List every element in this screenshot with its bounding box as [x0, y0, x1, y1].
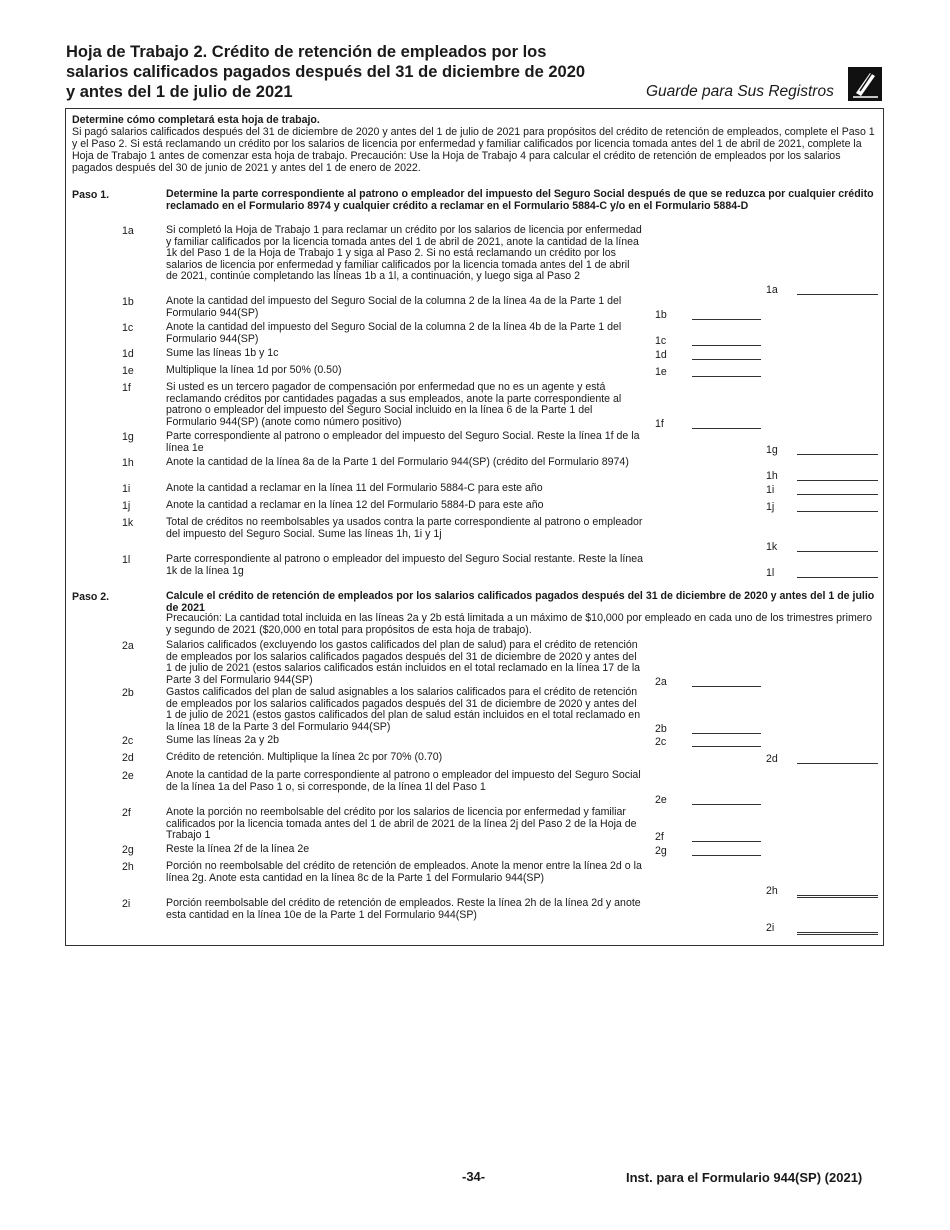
intro-body: Si pagó salarios calificados después del 31 de diciembre de 2020 y antes del 1 de julio de 2021 para propósitos del crédito de retención de empleados, complete el Paso 1 y el Paso 2. Si está reclamando un crédito por los salarios de licencia por enfermedad y familiar calificados por licencia tomada antes del 1 de abril de 2021, complete la Hoja de Trabajo 1 antes de comenzar esta hoja de trabajo. Precaución: Use la Hoja de Trabajo 4 para calcular el crédito de retención de empleados por los salarios pagados después del 30 de junio de 2021 y antes del 1 de enero de 2022. — [72, 126, 875, 174]
line-label: 2h — [766, 885, 778, 897]
line-description: Anote la cantidad del impuesto del Seguro Social de la columna 2 de la línea 4a de la Parte 1 del Formulario 944(SP) — [166, 296, 622, 319]
line-description: Salarios calificados (excluyendo los gastos calificados del plan de salud) para el crédito de retención de empleados por los salarios calificados pagados después del 31 de diciembre de 2020 y antes del 1 de julio de 2021 (estos salarios calificados están incluidos en el total reclamado en la línea 17 de la Parte 3 del Formulario 944(SP) — [166, 640, 641, 686]
line-label: 2f — [655, 831, 664, 843]
line-number: 2f — [122, 807, 131, 819]
line-description: Parte correspondiente al patrono o empleador del impuesto del Seguro Social. Reste la línea 1f de la línea 1e — [166, 431, 640, 454]
line-number: 1a — [122, 225, 134, 237]
line-number: 1g — [122, 431, 134, 443]
answer-field-line-2i[interactable] — [797, 932, 878, 935]
line-label: 2d — [766, 753, 778, 765]
answer-field-line-1h[interactable] — [797, 480, 878, 481]
step1-heading: Determine la parte correspondiente al patrono o empleador del impuesto del Seguro Social después de que se reduzca por cualquier crédito reclamado en el Formulario 8974 y cualquier crédito a reclamar en el Formulario 5884-C y/o en el Formulario 5884-D — [166, 188, 874, 212]
line-label: 1e — [655, 366, 667, 378]
line-description: Porción reembolsable del crédito de retención de empleados. Reste la línea 2h de la línea 2d y anote esta cantidad en la línea 10e de la Parte 1 del Formulario 944(SP) — [166, 898, 641, 921]
line-description: Si usted es un tercero pagador de compensación por enfermedad que no es un agente y está reclamando créditos por cantidades pagadas a sus empleados, anote la parte correspondiente al patrono o empleador del impuesto del Seguro Social incluido en la línea 6 de la Parte 1 del Formulario 944(SP) (anote como número positivo) — [166, 382, 622, 428]
title-line: y antes del 1 de julio de 2021 — [66, 83, 293, 101]
answer-field-line-1f[interactable] — [692, 428, 761, 429]
answer-field-line-1d[interactable] — [692, 359, 761, 360]
line-number: 1l — [122, 554, 131, 566]
line-label: 2a — [655, 675, 667, 688]
answer-field-line-2f[interactable] — [692, 841, 761, 842]
title-line: salarios calificados pagados después del 31 de diciembre de 2020 — [66, 63, 586, 81]
answer-field-line-1b[interactable] — [692, 319, 761, 320]
line-label: 1f — [655, 417, 664, 430]
line-description: Si completó la Hoja de Trabajo 1 para reclamar un crédito por los salarios de licencia por enfermedad y familiar calificados por la licencia tomada antes del 1 de abril de 2021, anote la cantidad de la línea 1k del Paso 1 de la Hoja de Trabajo 1 y siga al Paso 2. Si no está reclamando un crédito por los salarios de licencia por enfermedad y familiar calificados por la licencia tomada antes del 1 de abril de 2021, continúe completando las líneas 1b a 1l, a continuación, y luego siga al Paso 2 — [166, 225, 642, 282]
line-label: 1l — [766, 566, 775, 579]
line-number: 1f — [122, 382, 131, 394]
title-line: Hoja de Trabajo 2. Crédito de retención de empleados por los — [66, 43, 547, 61]
line-label: 1k — [766, 541, 778, 553]
answer-field-line-1l[interactable] — [797, 577, 878, 578]
line-number: 2h — [122, 861, 134, 873]
line-number: 2i — [122, 898, 131, 910]
line-description: Anote la cantidad del impuesto del Seguro Social de la columna 2 de la línea 4b de la Parte 1 del Formulario 944(SP) — [166, 322, 622, 345]
page-number: -34- — [462, 1169, 486, 1184]
line-number: 1j — [122, 500, 131, 512]
line-description: Total de créditos no reembolsables ya usados contra la parte correspondiente al patrono o empleador del impuesto del Seguro Social. Sume las líneas 1h, 1i y 1j — [166, 517, 643, 540]
answer-field-line-1j[interactable] — [797, 511, 878, 512]
answer-field-line-2e[interactable] — [692, 804, 761, 805]
line-description: Sume las líneas 1b y 1c — [166, 348, 279, 359]
answer-field-line-1e[interactable] — [692, 376, 761, 377]
answer-field-line-1g[interactable] — [797, 454, 878, 455]
line-label: 1d — [655, 349, 667, 361]
line-description: Sume las líneas 2a y 2b — [166, 735, 280, 746]
answer-field-line-2a[interactable] — [692, 686, 761, 687]
line-label: 2i — [766, 922, 775, 934]
line-description: Reste la línea 2f de la línea 2e — [166, 844, 310, 855]
form-reference: Inst. para el Formulario 944(SP) (2021) — [626, 1170, 863, 1185]
line-description: Anote la cantidad a reclamar en la línea 11 del Formulario 5884-C para este año — [166, 483, 543, 494]
answer-field-line-2h[interactable] — [797, 895, 878, 898]
line-label: 2b — [655, 722, 667, 735]
line-number: 1k — [122, 517, 134, 529]
step2-heading: Calcule el crédito de retención de empleados por los salarios calificados pagados después del 31 de diciembre de 2020 y antes del 1 de julio de 2021 — [166, 590, 875, 614]
line-number: 1c — [122, 322, 134, 334]
answer-field-line-1a[interactable] — [797, 294, 878, 295]
answer-field-line-2d[interactable] — [797, 763, 878, 764]
line-label: 2e — [655, 794, 667, 806]
answer-field-line-1c[interactable] — [692, 345, 761, 346]
line-label: 1a — [766, 283, 778, 296]
intro-section — [72, 114, 878, 174]
step2-caution: Precaución: La cantidad total incluida en las líneas 2a y 2b está limitada a un máximo de $10,000 por empleado en cada uno de los trimestres primero y segundo de 2021 ($20,000 en total para propósitos de esta hoja de trabajo). — [166, 612, 873, 636]
line-label: 2g — [655, 845, 667, 857]
line-number: 1b — [122, 296, 134, 308]
intro-heading: Determine cómo completará esta hoja de trabajo. — [72, 114, 320, 126]
answer-field-line-2g[interactable] — [692, 855, 761, 856]
keep-records-label: Guarde para Sus Registros — [646, 83, 834, 100]
line-description: Crédito de retención. Multiplique la línea 2c por 70% (0.70) — [166, 752, 443, 763]
line-description: Anote la cantidad de la línea 8a de la Parte 1 del Formulario 944(SP) (crédito del Formulario 8974) — [166, 457, 629, 468]
line-label: 1j — [766, 501, 775, 513]
step1-label: Paso 1. — [72, 189, 110, 201]
answer-field-line-1k[interactable] — [797, 551, 878, 552]
line-description: Multiplique la línea 1d por 50% (0.50) — [166, 365, 342, 376]
answer-field-line-2b[interactable] — [692, 733, 761, 734]
line-description: Gastos calificados del plan de salud asignables a los salarios calificados para el crédito de retención de empleados por los salarios calificados pagados después del 31 de diciembre de 2020 y antes del 1 de julio de 2021 (estos gastos calificados del plan de salud están incluidos en el total reclamado en la línea 18 de la Parte 3 del Formulario 944(SP) — [166, 687, 641, 733]
line-number: 2c — [122, 735, 134, 747]
line-number: 1i — [122, 483, 131, 495]
line-label: 2c — [655, 736, 667, 748]
line-label: 1h — [766, 469, 778, 482]
line-description: Anote la cantidad de la parte correspondiente al patrono o empleador del impuesto del Seguro Social de la línea 1a del Paso 1 o, si corresponde, de la línea 1l del Paso 1 — [166, 770, 641, 793]
line-number: 2e — [122, 770, 134, 782]
line-label: 1c — [655, 334, 667, 347]
pencil-icon — [848, 67, 882, 101]
step2-label: Paso 2. — [72, 591, 110, 603]
line-label: 1g — [766, 443, 778, 456]
line-number: 2a — [122, 640, 134, 652]
line-number: 2d — [122, 752, 134, 764]
line-number: 1e — [122, 365, 134, 377]
line-number: 1h — [122, 457, 134, 469]
line-label: 1i — [766, 484, 775, 496]
line-number: 2g — [122, 844, 134, 856]
line-description: Parte correspondiente al patrono o empleador del impuesto del Seguro Social restante. Reste la línea 1k de la línea 1g — [166, 554, 644, 577]
answer-field-line-2c[interactable] — [692, 746, 761, 747]
line-number: 2b — [122, 687, 134, 699]
line-description: Anote la porción no reembolsable del crédito por los salarios de licencia por enfermedad y familiar calificados por la licencia tomada antes del 1 de abril de 2021 de la línea 2j del Paso 2 de la Hoja de Trabajo 1 — [166, 807, 637, 841]
worksheet-title — [66, 42, 626, 102]
answer-field-line-1i[interactable] — [797, 494, 878, 495]
line-number: 1d — [122, 348, 134, 360]
line-description: Anote la cantidad a reclamar en la línea 12 del Formulario 5884-D para este año — [166, 500, 544, 511]
line-description: Porción no reembolsable del crédito de retención de empleados. Anote la menor entre la línea 2d o la línea 2g. Anote esta cantidad en la línea 8c de la Parte 1 del Formulario 944(SP) — [166, 861, 642, 884]
line-label: 1b — [655, 308, 667, 321]
